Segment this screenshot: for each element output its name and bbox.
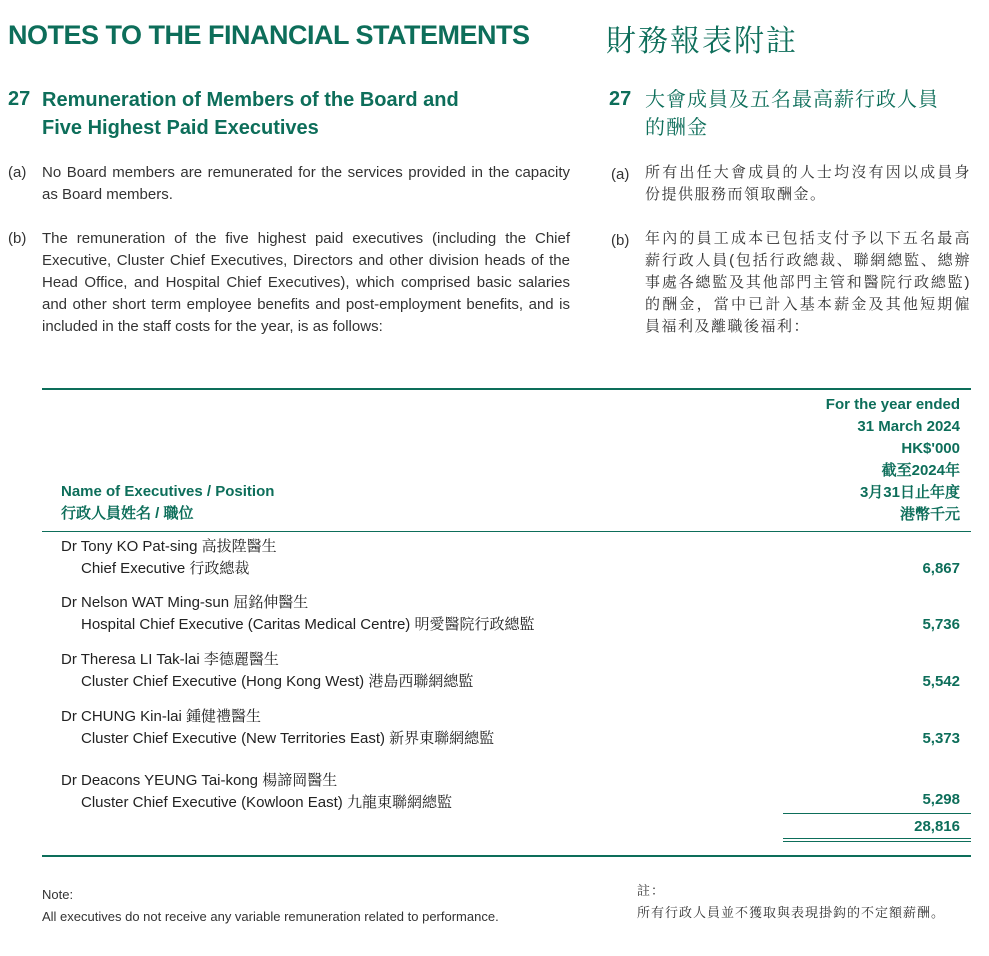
para-a-label-zh: (a): [611, 166, 630, 183]
para-b-label-en: (b): [8, 230, 27, 247]
note-zh-text: 所有行政人員並不獲取與表現掛鈎的不定額薪酬。: [637, 905, 946, 920]
table-bottom-rule: [42, 855, 971, 857]
col-header-right-line2: 31 March 2024: [857, 418, 960, 435]
para-b-text-zh: 年內的員工成本已包括支付予以下五名最高薪行政人員(包括行政總裁、聯網總監、總辦事處各總監及其他部門主管和醫院行政總監)的酬金，當中已計入基本薪金及其他短期僱員福利及離職後福利：: [645, 230, 971, 335]
section-number-zh: 27: [609, 88, 632, 110]
para-b-text-en: The remuneration of the five highest paid executives (including the Chief Executive, Cluster Chief Executives, Directors and other division heads of the Head Office, and Hospital Chief Executives), which comprised basic salaries and other short term employee benefits and post-employment benefits, and is included in the staff costs for the year, is as follows:: [42, 230, 570, 335]
page-title-en: NOTES TO THE FINANCIAL STATEMENTS: [8, 20, 530, 50]
row-value: 5,298: [922, 791, 960, 808]
note-en-text: All executives do not receive any variable remuneration related to performance.: [42, 909, 499, 924]
table-row: [61, 536, 277, 580]
section-number-en: 27: [8, 88, 31, 110]
col-header-right-line1: For the year ended: [825, 396, 960, 413]
section-title-zh: [645, 86, 975, 142]
table-top-rule: [42, 388, 971, 390]
table-row: [61, 706, 494, 750]
note-en: [42, 884, 582, 928]
total-value: 28,816: [914, 818, 960, 835]
note-zh: [637, 880, 973, 924]
page-title-zh: 財務報表附註: [606, 25, 798, 58]
table-header-rule: [42, 531, 971, 532]
row-name: Dr Theresa LI Tak-lai 李德麗醫生: [61, 651, 279, 668]
row-value: 5,736: [922, 616, 960, 633]
para-a-label-en: (a): [8, 164, 27, 181]
row-position: Chief Executive 行政總裁: [81, 560, 250, 577]
section-title-en-line1: Remuneration of Members of the Board and: [42, 89, 459, 111]
row-value: 5,373: [922, 730, 960, 747]
section-title-en: [42, 86, 572, 142]
table-row: [61, 649, 473, 693]
row-name: Dr Tony KO Pat-sing 高拔陞醫生: [61, 538, 277, 555]
row-position: Hospital Chief Executive (Caritas Medical Centre) 明愛醫院行政總監: [81, 616, 535, 633]
total-double-rule-2: [783, 841, 971, 842]
para-a-text-en: No Board members are remunerated for the services provided in the capacity as Board members.: [42, 164, 570, 203]
table-row: [61, 770, 452, 814]
note-zh-label: 註：: [637, 883, 666, 898]
para-b-label-zh: (b): [611, 232, 630, 249]
row-name: Dr Nelson WAT Ming-sun 屈銘伸醫生: [61, 594, 309, 611]
col-header-right-line4: 截至2024年: [881, 462, 960, 479]
section-title-zh-line1: 大會成員及五名最高薪行政人員: [645, 89, 939, 111]
col-header-right-line3: HK$'000: [901, 440, 960, 457]
row-value: 6,867: [922, 560, 960, 577]
section-title-en-line2: Five Highest Paid Executives: [42, 117, 319, 139]
row-name: Dr Deacons YEUNG Tai-kong 楊諦岡醫生: [61, 772, 338, 789]
col-header-left-zh: 行政人員姓名 / 職位: [61, 505, 194, 522]
col-header-left-en: Name of Executives / Position: [61, 483, 275, 500]
note-en-label: Note:: [42, 887, 74, 902]
total-double-rule-1: [783, 838, 971, 839]
row-position: Cluster Chief Executive (Hong Kong West) 港島西聯網總監: [81, 673, 474, 690]
para-a-text-zh: 所有出任大會成員的人士均沒有因以成員身份提供服務而領取酬金。: [645, 164, 971, 203]
col-header-right: [760, 394, 960, 526]
total-top-rule: [783, 813, 971, 814]
section-title-zh-line2: 的酬金: [645, 117, 708, 139]
col-header-right-line5: 3月31日止年度: [859, 484, 960, 501]
row-name: Dr CHUNG Kin-lai 鍾健禮醫生: [61, 708, 262, 725]
col-header-right-line6: 港幣千元: [899, 506, 960, 523]
table-row: [61, 592, 534, 636]
col-header-left: [61, 481, 274, 525]
row-position: Cluster Chief Executive (New Territories East) 新界東聯網總監: [81, 730, 495, 747]
row-value: 5,542: [922, 673, 960, 690]
row-position: Cluster Chief Executive (Kowloon East) 九龍東聯網總監: [81, 794, 452, 811]
